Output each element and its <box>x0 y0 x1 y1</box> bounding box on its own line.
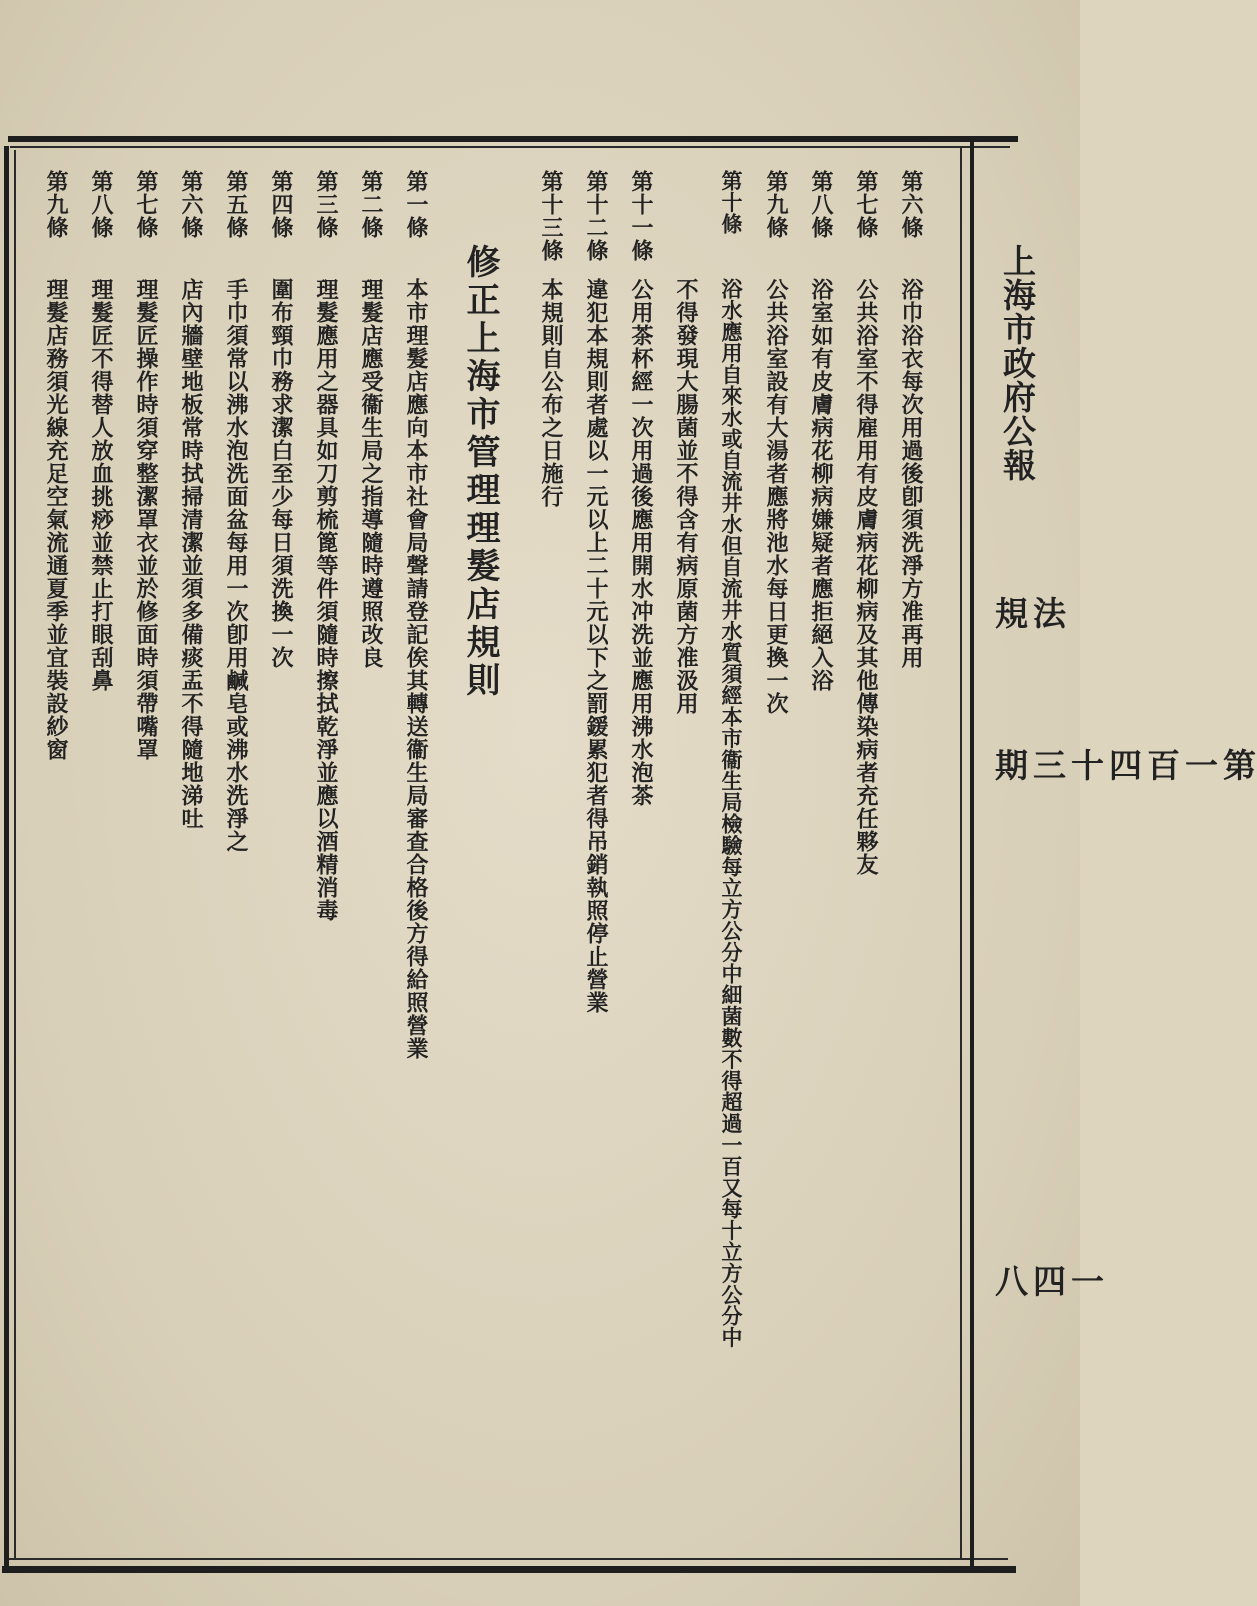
frame-left-inner-rule <box>14 150 16 1560</box>
frame-bottom-inner-rule <box>4 1558 1008 1560</box>
frame-right-inner-rule <box>960 146 962 1560</box>
frame-top-rule <box>8 136 1018 142</box>
frame-right-rule <box>970 140 974 1570</box>
article-number: 第五條 <box>223 170 249 239</box>
article-number: 第九條 <box>43 170 69 239</box>
article-text: 公共浴室不得雇用有皮膚病花柳病及其他傳染病者充任夥友 <box>853 278 879 876</box>
frame-left-rule <box>4 146 9 1566</box>
publication-title: 上海市政府公報 <box>998 244 1037 482</box>
article-text: 本市理髮店應向本市社會局聲請登記俟其轉送衞生局審查合格後方得給照營業 <box>403 278 429 1060</box>
article-column <box>129 170 163 761</box>
article-column <box>39 170 73 761</box>
article-text: 理髮匠操作時須穿整潔罩衣並於修面時須帶嘴罩 <box>133 278 159 761</box>
article-column <box>354 170 388 669</box>
article-number: 第四條 <box>268 170 294 239</box>
article-number: 第十一條 <box>628 170 654 262</box>
article-text: 手巾須常以沸水泡洗面盆每用一次卽用鹹皂或沸水洗淨之 <box>223 278 249 853</box>
article-column <box>84 170 118 692</box>
article-number: 第六條 <box>178 170 204 239</box>
article-text: 公用茶杯經一次用過後應用開水冲洗並應用沸水泡茶 <box>628 278 654 807</box>
article-text: 理髮匠不得替人放血挑痧並禁止打眼刮鼻 <box>88 278 114 692</box>
article-text: 浴水應用自來水或自流井水但自流井水質須經本市衞生局檢驗每立方公分中細菌數不得超過一百又每十立方公分中 <box>719 278 744 1348</box>
article-number: 第十二條 <box>583 170 609 262</box>
article-text: 不得發現大腸菌並不得含有病原菌方准汲用 <box>673 278 699 715</box>
article-number: 第十條 <box>719 170 744 235</box>
article-number: 第三條 <box>313 170 339 239</box>
article-column <box>399 170 433 1060</box>
article-column <box>804 170 838 692</box>
article-text: 浴巾浴衣每次用過後卽須洗淨方准再用 <box>898 278 924 669</box>
article-text: 店內牆壁地板常時拭掃清潔並須多備痰盂不得隨地涕吐 <box>178 278 204 830</box>
article-number: 第七條 <box>853 170 879 239</box>
article-column <box>624 170 658 807</box>
article-continuation-column <box>669 278 703 715</box>
article-text: 理髮店應受衞生局之指導隨時遵照改良 <box>358 278 384 669</box>
article-text: 理髮店務須光線充足空氣流通夏季並宜裝設紗窗 <box>43 278 69 761</box>
article-number: 第八條 <box>808 170 834 239</box>
section-label: 法規 <box>990 596 1067 629</box>
article-column <box>219 170 253 853</box>
article-text: 圍布頸巾務求潔白至少每日須洗換一次 <box>268 278 294 669</box>
article-number: 第九條 <box>763 170 789 239</box>
page-number: 一四八 <box>990 1264 1105 1297</box>
article-number: 第七條 <box>133 170 159 239</box>
article-text: 浴室如有皮膚病花柳病嫌疑者應拒絕入浴 <box>808 278 834 692</box>
article-column <box>579 170 613 1014</box>
article-text: 本規則自公布之日施行 <box>538 278 564 508</box>
article-column <box>894 170 928 669</box>
article-column <box>174 170 208 830</box>
regulation-title: 修正上海市管理理髮店規則 <box>460 244 500 700</box>
article-text: 理髮應用之器具如刀剪梳篦等件須隨時擦拭乾淨並應以酒精消毒 <box>313 278 339 922</box>
article-number: 第二條 <box>358 170 384 239</box>
article-text: 違犯本規則者處以一元以上二十元以下之罰鍰累犯者得吊銷執照停止營業 <box>583 278 609 1014</box>
running-header <box>990 244 1257 1297</box>
article-column <box>714 170 748 1348</box>
article-column <box>309 170 343 922</box>
issue-number: 第一百四十三期 <box>990 748 1257 781</box>
article-number: 第十三條 <box>538 170 564 262</box>
article-column <box>264 170 298 669</box>
article-number: 第一條 <box>403 170 429 239</box>
frame-top-inner-rule <box>10 146 1010 148</box>
article-number: 第六條 <box>898 170 924 239</box>
article-text: 公共浴室設有大湯者應將池水每日更換一次 <box>763 278 789 715</box>
frame-bottom-rule <box>2 1566 1016 1573</box>
article-column <box>534 170 568 508</box>
article-number: 第八條 <box>88 170 114 239</box>
article-column <box>849 170 883 876</box>
article-column <box>759 170 793 715</box>
